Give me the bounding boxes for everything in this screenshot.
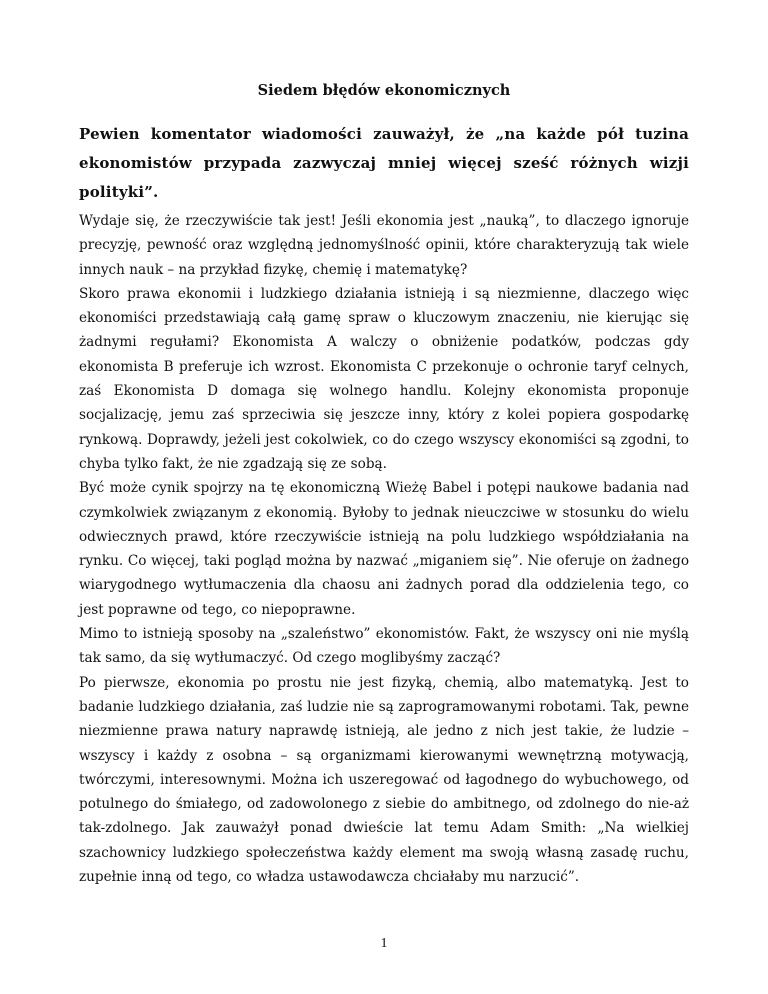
- body-paragraph: Wydaje się, że rzeczywiście tak jest! Jeśli ekonomia jest „nauką”, to dlaczego ignoruje precyzję, pewność oraz względną jednomyślność opinii, które charakteryzują tak wiele innych nauk – na przykład fizykę, chemię i matematykę?: [79, 213, 689, 278]
- body-paragraph: Skoro prawa ekonomii i ludzkiego działania istnieją i są niezmienne, dlaczego więc ekonomiści przedstawiają całą gamę spraw o kluczowym znaczeniu, nie kierując się żadnymi regułami? Ekonomista A walczy o obniżenie podatków, podczas gdy ekonomista B preferuje ich wzrost. Ekonomista C przekonuje o ochronie taryf celnych, zaś Ekonomista D domaga się wolnego handlu. Kolejny ekonomista proponuje socjalizację, jemu zaś sprzeciwia się jeszcze inny, który z kolei popiera gospodarkę rynkową. Doprawdy, jeżeli jest cokolwiek, co do czego wszyscy ekonomiści są zgodni, to chyba tylko fakt, że nie zgadzają się ze sobą.: [79, 285, 689, 472]
- document-title: Siedem błędów ekonomicznych: [257, 82, 511, 99]
- body-paragraph: Być może cynik spojrzy na tę ekonomiczną Wieżę Babel i potępi naukowe badania nad czymkolwiek związanym z ekonomią. Byłoby to jednak nieuczciwe w stosunku do wielu odwiecznych prawd, które rzeczywiście istnieją na polu ludzkiego współdziałania na rynku. Co więcej, taki pogląd można by nazwać „miganiem się”. Nie oferuje on żadnego wiarygodnego wytłumaczenia dla chaosu ani żadnych porad dla oddzielenia tego, co jest poprawne od tego, co niepoprawne.: [79, 480, 689, 618]
- document-body: [79, 78, 689, 889]
- page-number: 1: [380, 936, 388, 951]
- body-paragraph: Po pierwsze, ekonomia po prostu nie jest fizyką, chemią, albo matematyką. Jest to badanie ludzkiego działania, zaś ludzie nie są zaprogramowanymi robotami. Tak, pewne niezmienne prawa natury naprawdę istnieją, ale jedno z nich jest takie, że ludzie – wszyscy i każdy z osobna – są organizmami kierowanymi wewnętrzną motywacją, twórczymi, interesownymi. Można ich uszeregować od łagodnego do wybuchowego, od potulnego do śmiałego, od zadowolonego z siebie do ambitnego, od zdolnego do nie-aż tak-zdolnego. Jak zauważył ponad dwieście lat temu Adam Smith: „Na wielkiej szachownicy ludzkiego społeczeństwa każdy element ma swoją własną zasadę ruchu, zupełnie inną od tego, co władza ustawodawcza chciałaby mu narzucić”.: [79, 674, 689, 886]
- body-paragraph: Mimo to istnieją sposoby na „szaleństwo” ekonomistów. Fakt, że wszyscy oni nie myślą tak samo, da się wytłumaczyć. Od czego moglibyśmy zacząć?: [79, 626, 689, 667]
- lead-paragraph: Pewien komentator wiadomości zauważył, że „na każde pół tuzina ekonomistów przypada zazwyczaj mniej więcej sześć różnych wizji polityki”.: [79, 125, 689, 201]
